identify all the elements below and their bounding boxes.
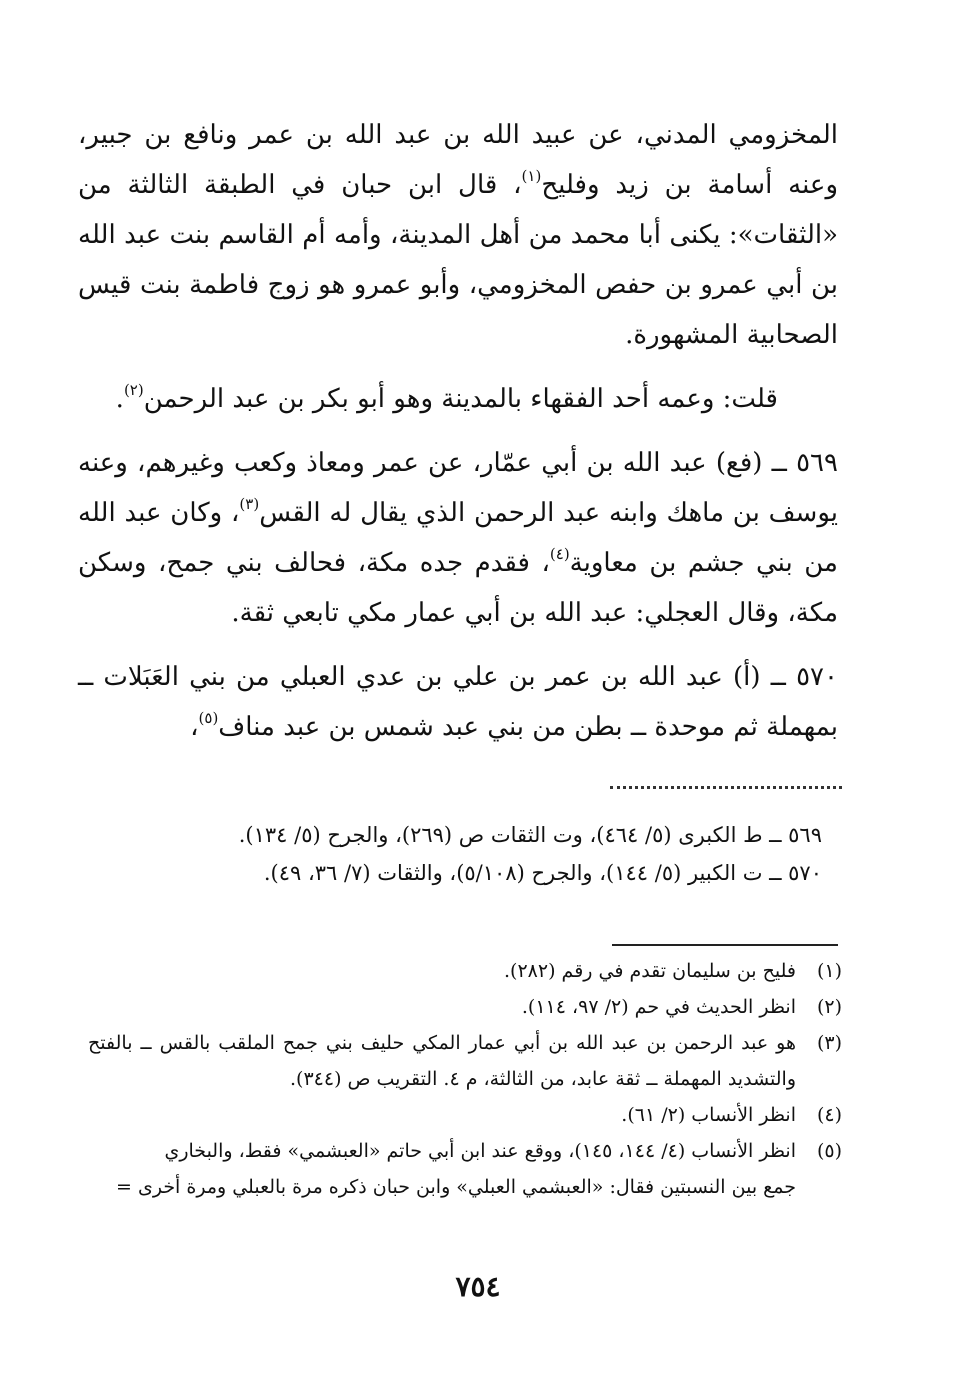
footnote-text: فليح بن سليمان تقدم في رقم (٢٨٢). [504, 960, 796, 982]
entry-570-text: ٥٧٠ ــ (أ) عبد الله بن عمر بن علي بن عدي العبلي من بني العَبَلات ــ بمهملة ثم موحدة ــ بطن من بني عبد شمس بن عبد مناف [78, 662, 838, 742]
footnote-number: (٢) [816, 996, 842, 1018]
footnote-number: (٥) [816, 1140, 842, 1162]
footnote-number: (١) [816, 960, 842, 982]
footnote-1 [88, 953, 842, 989]
footnote-ref-4: (٤) [549, 545, 570, 563]
footnote-ref-3: (٣) [239, 495, 260, 513]
footnote-5 [88, 1133, 842, 1169]
sources-block [110, 816, 822, 892]
footnote-rule [612, 944, 838, 946]
paragraph-2-end: . [115, 384, 124, 414]
paragraph-2-text: قلت: وعمه أحد الفقهاء بالمدينة وهو أبو بكر بن عبد الرحمن [143, 384, 778, 414]
footnote-continuation: جمع بين النسبتين فقال: «العبشمي العبلي» وابن حبان ذكره مرة بالعبلي ومرة أخرى = [116, 1176, 796, 1198]
entry-570 [78, 652, 838, 752]
source-line-570: ٥٧٠ ــ ت الكبير (٥/ ١٤٤)، والجرح (٥/١٠٨)، والثقات (٧/ ٣٦، ٤٩). [263, 861, 822, 885]
main-text [78, 110, 838, 752]
source-line-569: ٥٦٩ ــ ط الكبرى (٥/ ٤٦٤)، وت الثقات ص (٢٦٩)، والجرح (٥/ ١٣٤). [238, 823, 822, 847]
footnote-ref-1: (١) [521, 167, 542, 185]
entry-569 [78, 438, 838, 638]
paragraph-1-text-a: المخزومي المدني، عن عبيد الله بن عبد الله بن عمر ونافع بن جبير، وعنه أسامة بن زيد وفليح [78, 120, 838, 200]
footnote-text: انظر الحديث في حم (٢/ ٩٧، ١١٤). [521, 996, 796, 1018]
footnote-text: انظر الأنساب (٢/ ٦١). [621, 1104, 796, 1126]
footnote-4 [88, 1097, 842, 1133]
page-number: ٧٥٤ [455, 1270, 501, 1303]
footnote-number: (٤) [816, 1104, 842, 1126]
paragraph-2 [78, 374, 838, 424]
entry-569-text-a: ٥٦٩ ــ (فع) عبد الله بن أبي عمّار، عن عمر ومعاذ وكعب وغيرهم، وعنه يوسف بن ماهك وابنه عبد الرحمن الذي يقال له القس [78, 448, 838, 528]
footnote-ref-2: (٢) [123, 381, 144, 399]
footnote-ref-5: (٥) [198, 709, 219, 727]
footnote-3 [88, 1025, 842, 1097]
dotted-separator [610, 786, 842, 789]
entry-569-text-b: ، وكان عبد الله من بني جشم بن معاوية [78, 498, 838, 578]
entry-569-text-c: ، فقدم جده مكة، فحالف بني جمح، وسكن مكة، وقال العجلي: عبد الله بن أبي عمار مكي تابعي ثقة. [78, 548, 838, 628]
footnote-text: هو عبد الرحمن بن عبد الله بن أبي عمار المكي حليف بني جمح الملقب بالقس ــ بالفتح والتشديد المهملة ــ ثقة عابد، من الثالثة، م ٤. التقريب ص (٣٤٤). [88, 1032, 796, 1090]
footnote-2 [88, 989, 842, 1025]
footnote-text: انظر الأنساب (٤/ ١٤٤، ١٤٥)، ووقع عند ابن أبي حاتم «العبشمي» فقط، والبخاري [164, 1140, 796, 1162]
footnotes [88, 953, 842, 1205]
footnote-number: (٣) [816, 1032, 842, 1054]
paragraph-1 [78, 110, 838, 360]
entry-570-end: ، [190, 712, 199, 742]
paragraph-1-text-b: ، قال ابن حبان في الطبقة الثالثة من «الثقات»: يكنى أبا محمد من أهل المدينة، وأمه أم القاسم بنت عبد الله بن أبي عمرو بن حفص المخزومي، وأبو عمرو هو زوج فاطمة بنت قيس الصحابية المشهورة. [78, 170, 838, 350]
